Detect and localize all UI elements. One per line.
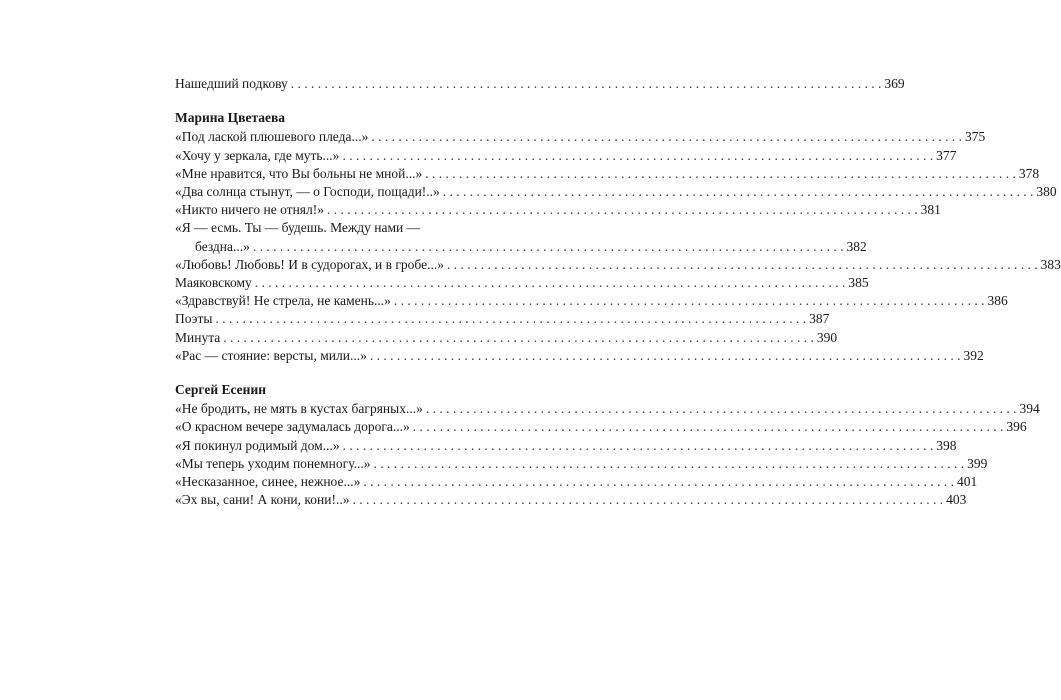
toc-entry-page: 381: [920, 202, 941, 218]
toc-entry-page: 403: [946, 492, 967, 508]
dot-leader: [425, 165, 1016, 183]
toc-entry: [175, 455, 988, 473]
toc-entry-title: «Мне нравится, что Вы больны не мной...»: [175, 165, 423, 181]
toc-entry-page: 399: [967, 455, 988, 471]
toc-entry-title-line1: «Я — есмь. Ты — будешь. Между нами —: [175, 220, 421, 236]
toc-entry: [175, 183, 1057, 201]
toc-entry: [175, 491, 967, 509]
dot-leader: [447, 256, 1038, 274]
section-author-heading: Марина Цветаева: [175, 110, 286, 126]
toc-entry-page: 396: [1006, 419, 1027, 435]
dot-leader: [327, 201, 918, 219]
toc-entry: [175, 128, 986, 146]
toc-entry-page: 387: [809, 311, 830, 327]
toc-entry: [175, 473, 978, 491]
toc-entry-title: Поэты: [175, 311, 213, 327]
dot-leader: [253, 238, 844, 256]
toc-entry-page: 401: [956, 474, 978, 490]
toc-entry-page: 369: [884, 76, 905, 91]
toc-entry-title: «Не бродить, не мять в кустах багряных...»: [175, 401, 423, 417]
toc-entry-title: бездна...»: [195, 238, 250, 254]
toc-entry: [175, 165, 1040, 183]
table-of-contents: [175, 75, 1061, 509]
toc-entry: [175, 292, 1008, 310]
dot-leader: [443, 183, 1034, 201]
toc-entry-title: «Хочу у зеркала, где муть...»: [175, 147, 340, 163]
toc-entry: [175, 147, 957, 165]
toc-entry: [175, 418, 1027, 436]
toc-entry-page: 385: [848, 275, 869, 291]
toc-entry: [175, 437, 957, 455]
dot-leader: [215, 310, 806, 328]
dot-leader: [394, 292, 985, 310]
toc-entry-page: 398: [936, 437, 957, 453]
dot-leader: [370, 347, 961, 365]
dot-leader: [255, 274, 846, 292]
toc-entry-title: «Любовь! Любовь! И в судорогах, и в гробе...»: [175, 256, 444, 272]
toc-entry: [175, 400, 1040, 418]
toc-entry: [175, 201, 941, 219]
toc-entry-page: 382: [846, 238, 867, 254]
toc-entry-page: 378: [1018, 165, 1040, 181]
dot-leader: [223, 329, 814, 347]
dot-leader: [413, 418, 1004, 436]
section-author-heading: Сергей Есенин: [175, 382, 266, 398]
toc-entry-title: «Никто ничего не отнял!»: [175, 202, 324, 218]
toc-entry: [175, 256, 1061, 274]
toc-entry-title: «Эх вы, сани! А кони, кони!..»: [175, 492, 350, 508]
toc-entry-page: 392: [963, 347, 984, 363]
dot-leader: [342, 147, 933, 165]
dot-leader: [373, 455, 964, 473]
dot-leader: [291, 75, 882, 93]
toc-entry-page: 386: [987, 293, 1008, 309]
dot-leader: [426, 400, 1017, 418]
toc-entry-title: «О красном вечере задумалась дорога...»: [175, 419, 410, 435]
toc-entry-title: Минута: [175, 329, 221, 345]
toc-entry-title: «Мы теперь уходим понемногу...»: [175, 455, 371, 471]
toc-entry-page: 377: [936, 147, 957, 163]
toc-entry-page: 383: [1040, 256, 1061, 272]
toc-entry: [175, 274, 869, 292]
dot-leader: [371, 128, 962, 146]
toc-entry: [175, 310, 830, 328]
toc-entry-page: 380: [1036, 184, 1057, 200]
toc-entry-title: «Два солнца стынут, — о Господи, пощади!..»: [175, 184, 440, 200]
dot-leader: [343, 437, 934, 455]
toc-entry-page: 390: [816, 329, 838, 345]
toc-entry-title: «Я покинул родимый дом...»: [175, 437, 340, 453]
toc-entry: [175, 347, 984, 365]
toc-entry: [175, 75, 905, 93]
toc-entry-title: «Рас — стояние: версты, мили...»: [175, 347, 367, 363]
toc-entry-title: Маяковскому: [175, 275, 252, 291]
toc-entry-title: «Здравствуй! Не стрела, не камень...»: [175, 293, 391, 309]
toc-entry-title: «Несказанное, синее, нежное...»: [175, 474, 361, 490]
toc-entry-title: Нашедший подкову: [175, 76, 288, 91]
dot-leader: [363, 473, 954, 491]
toc-entry: [175, 238, 867, 256]
toc-entry: [175, 329, 838, 347]
toc-entry-page: 375: [964, 129, 986, 145]
toc-entry-title: «Под лаской плюшевого пледа...»: [175, 129, 369, 145]
dot-leader: [352, 491, 943, 509]
toc-entry-page: 394: [1019, 401, 1040, 417]
